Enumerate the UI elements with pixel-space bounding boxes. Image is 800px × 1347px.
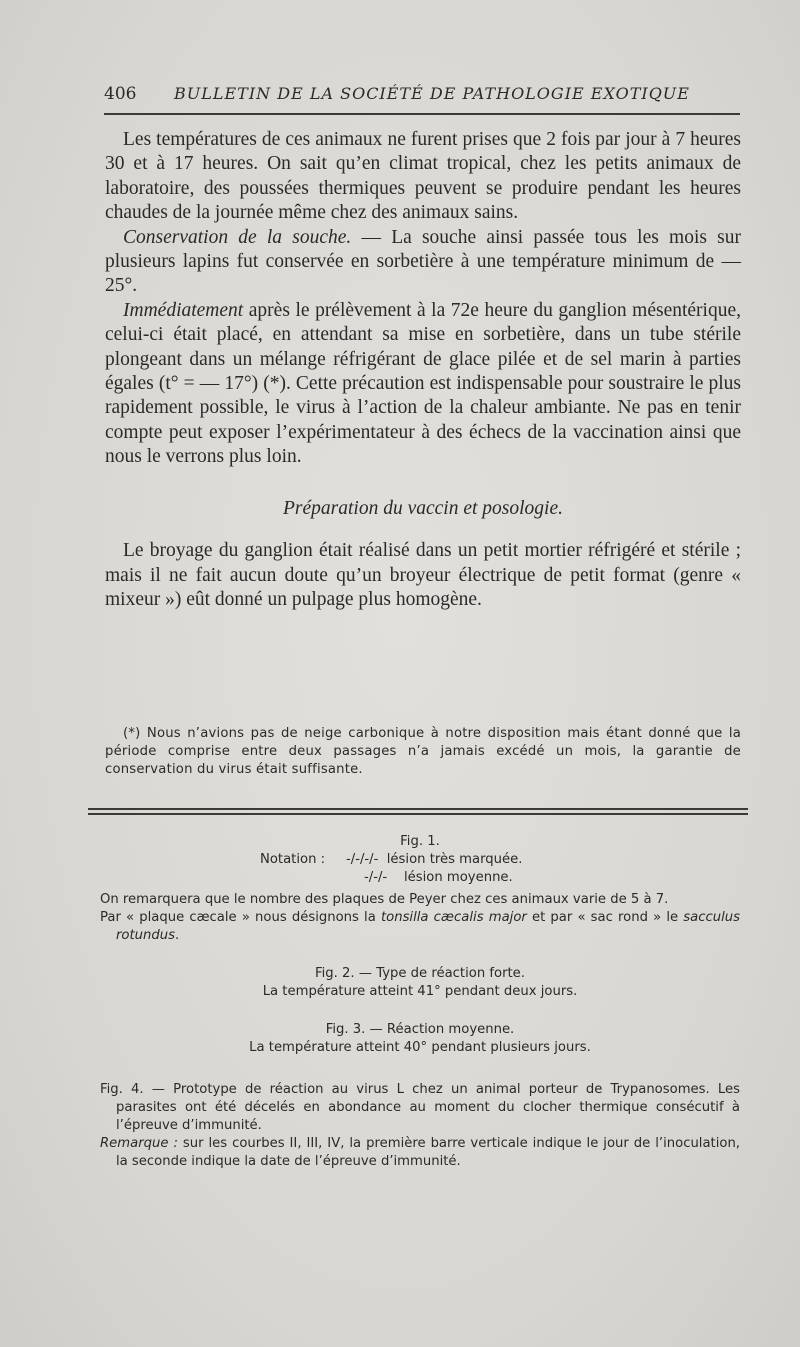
paragraph-temperatures: Les températures de ces animaux ne furent prises que 2 fois par jour à 7 heures 30 et à 17 heures. On sait qu’en climat tropical, chez les petits animaux de laboratoire, des poussées thermiques peuvent se produire pendant les heures chaudes de la journée même chez des animaux sains. [105, 129, 741, 224]
header-rule [104, 113, 740, 115]
body-text [105, 128, 741, 612]
conservation-heading: Conservation de la souche. [123, 226, 352, 248]
paragraph-broyage: Le broyage du ganglion était réalisé dans un petit mortier réfrigéré et stérile ; mais il ne fait aucun doute qu’un broyeur électrique de petit format (genre « mixeur ») eût donné un pulpage plus homogène. [105, 540, 741, 610]
notation-medium-code: -/-/- [364, 870, 388, 885]
fig4-caption: Fig. 4. — Prototype de réaction au virus L chez un animal porteur de Trypanosomes. Les parasites ont été décelés en abondance au moment du clocher thermique consécutif à l’épreuve d’immunité. [100, 1082, 740, 1133]
fig3-title: Fig. 3. — Réaction moyenne. [325, 1022, 515, 1037]
immediatement-lead: Immédiatement [123, 299, 244, 321]
paragraph-immediatement [105, 299, 741, 470]
journal-title: BULLETIN DE LA SOCIÉTÉ DE PATHOLOGIE EXOTIQUE [174, 84, 690, 103]
plaque-note-term2: sacculus rotundus [116, 910, 740, 943]
notation-row-strong [260, 851, 680, 869]
figure-captions [100, 833, 740, 1171]
notation-label: Notation : [260, 852, 326, 867]
plaque-note-part2: et par « sac rond » le [526, 910, 684, 925]
plaque-note-part3: . [174, 928, 180, 943]
footnote-text: (*) Nous n’avions pas de neige carbonique à notre disposition mais étant donné que la période comprise entre deux passages n’a jamais excédé un mois, la garantie de conservation du virus était suffisante. [105, 726, 741, 777]
separator-rule-bottom [88, 813, 748, 815]
separator-rule-top [88, 808, 748, 810]
conservation-text: — La souche ainsi passée tous les mois sur plusieurs lapins fut conservée en sorbetière à une température minimum de — 25°. [105, 226, 741, 297]
plaque-note [100, 909, 740, 945]
fig3-description: La température atteint 40° pendant plusieurs jours. [249, 1040, 591, 1055]
running-head [104, 82, 744, 112]
fig2-description: La température atteint 41° pendant deux jours. [262, 984, 578, 999]
plaque-note-term1: tonsilla cæcalis major [380, 910, 527, 925]
section-title: Préparation du vaccin et posologie. [283, 497, 563, 519]
fig1-title: Fig. 1. [400, 834, 440, 849]
fig2-title: Fig. 2. — Type de réaction forte. [315, 966, 525, 981]
remarque [100, 1135, 740, 1171]
remarque-lead: Remarque : [100, 1136, 178, 1151]
notation-strong-code: -/-/-/- [346, 852, 379, 867]
notation-row-medium [260, 869, 680, 887]
footnote [105, 725, 741, 778]
page-number: 406 [104, 84, 137, 104]
plaque-note-part1: Par « plaque cæcale » nous désignons la [100, 910, 381, 925]
notation-legend [260, 851, 680, 887]
immediatement-text: après le prélèvement à la 72e heure du ganglion mésentérique, celui-ci était placé, en attendant sa mise en sorbetière, dans un tube stérile plongeant dans un mélange réfrigérant de glace pilée et de sel marin à parties égales (t° = — 17°) (*). Cette précaution est indispensable pour soustraire le plus rapidement possible, le virus à l’action de la chaleur ambiante. Ne pas en tenir compte peut exposer l’expérimentateur à des échecs de la vaccination ainsi que nous le verrons plus loin. [105, 299, 741, 468]
remarque-text: sur les courbes II, III, IV, la première barre verticale indique le jour de l’inoculation, la seconde indique la date de l’épreuve d’immunité. [116, 1136, 740, 1169]
notation-medium-text: lésion moyenne. [403, 870, 513, 885]
paragraph-conservation [105, 226, 741, 299]
notation-strong-text: lésion très marquée. [386, 852, 523, 867]
peyer-note: On remarquera que le nombre des plaques de Peyer chez ces animaux varie de 5 à 7. [100, 892, 669, 907]
